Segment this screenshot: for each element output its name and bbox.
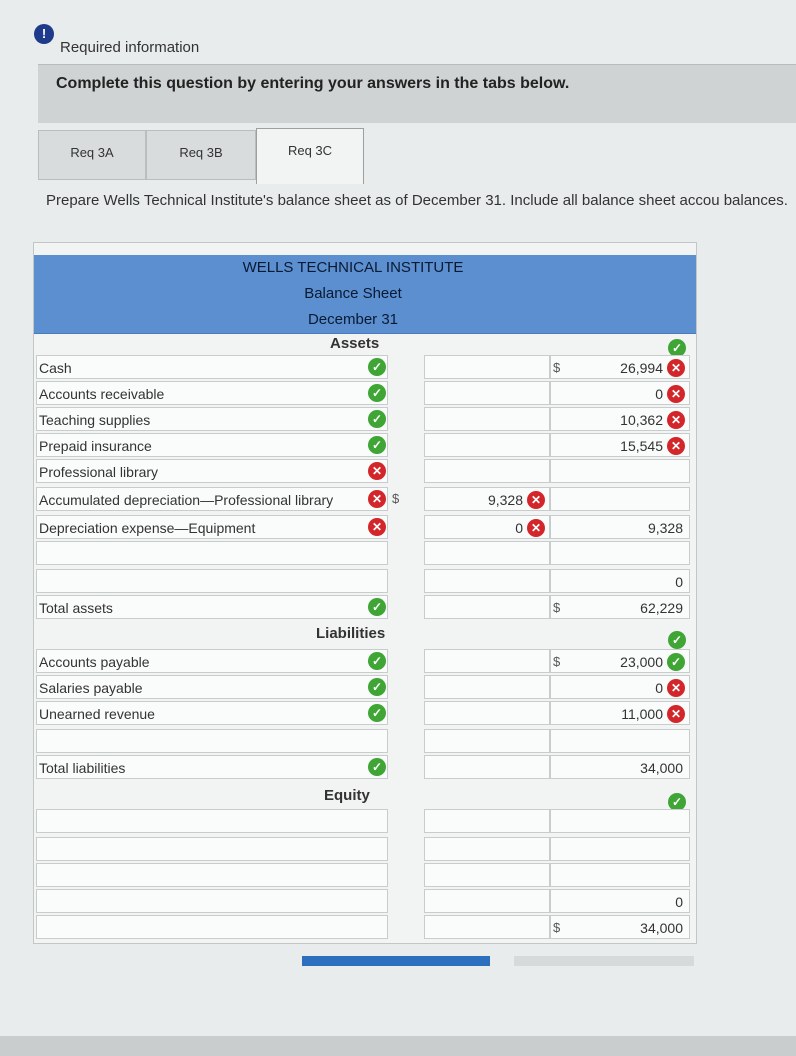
amount-input[interactable] — [550, 729, 690, 753]
check-icon: ✓ — [368, 598, 386, 616]
amount-input[interactable] — [550, 487, 690, 511]
next-tab-button[interactable] — [514, 956, 694, 966]
account-label: Teaching supplies — [39, 412, 151, 428]
account-label: Depreciation expense—Equipment — [39, 520, 256, 536]
account-select[interactable] — [36, 675, 388, 699]
amount-input[interactable] — [424, 675, 550, 699]
asset-row-accounts-receivable — [34, 381, 694, 407]
amount-input[interactable] — [550, 433, 690, 457]
account-label: Salaries payable — [39, 680, 143, 696]
amount-input[interactable] — [424, 355, 550, 379]
amount-input[interactable] — [424, 837, 550, 861]
total-liabilities-equity-row — [34, 915, 694, 941]
check-icon: ✓ — [668, 339, 686, 357]
amount-input[interactable] — [424, 755, 550, 779]
taskbar — [0, 1036, 796, 1056]
balance-sheet — [33, 242, 697, 944]
check-icon: ✓ — [368, 358, 386, 376]
amount-input[interactable] — [550, 889, 690, 913]
account-select[interactable] — [36, 433, 388, 457]
amount-input[interactable] — [424, 459, 550, 483]
check-icon: ✓ — [368, 436, 386, 454]
account-label: Unearned revenue — [39, 706, 155, 722]
tab-req-3c[interactable] — [256, 128, 364, 184]
total-label — [36, 915, 388, 939]
amount-input[interactable] — [550, 569, 690, 593]
amount-input[interactable] — [550, 515, 690, 539]
check-icon: ✓ — [368, 652, 386, 670]
blank-row — [34, 569, 694, 595]
account-label: Cash — [39, 360, 72, 376]
check-icon: ✓ — [667, 653, 685, 671]
account-label: Accounts payable — [39, 654, 150, 670]
x-icon: ✕ — [667, 385, 685, 403]
tab-label: Req 3A — [70, 145, 114, 160]
sheet-date-text: December 31 — [307, 311, 399, 328]
equity-row — [34, 837, 694, 863]
amount-input[interactable] — [424, 809, 550, 833]
liability-row-accounts-payable — [34, 649, 694, 675]
blank-row — [34, 729, 694, 755]
currency-symbol: $ — [392, 491, 400, 506]
amount-value: 15,545 — [620, 438, 663, 454]
currency-symbol: $ — [553, 360, 561, 375]
amount-input[interactable] — [424, 407, 550, 431]
asset-row-cash — [34, 355, 694, 381]
amount-value: 0 — [655, 386, 663, 402]
amount-value: 0 — [675, 894, 683, 910]
amount-value: 9,328 — [647, 520, 683, 536]
equity-heading: Equity — [324, 787, 370, 804]
account-label: Professional library — [39, 464, 159, 480]
tab-req-3b[interactable] — [146, 130, 256, 180]
check-icon: ✓ — [368, 678, 386, 696]
instruction-banner — [38, 64, 796, 123]
liabilities-heading: Liabilities — [316, 625, 386, 642]
tab-label: Req 3B — [179, 145, 223, 160]
amount-input[interactable] — [424, 541, 550, 565]
amount-input[interactable] — [550, 649, 690, 673]
check-icon: ✓ — [668, 631, 686, 649]
account-select[interactable] — [36, 487, 388, 511]
check-icon: ✓ — [368, 758, 386, 776]
amount-value: 0 — [675, 574, 683, 590]
amount-value: 26,994 — [620, 360, 663, 376]
amount-input[interactable] — [550, 863, 690, 887]
amount-input[interactable] — [424, 701, 550, 725]
amount-input[interactable] — [424, 889, 550, 913]
tab-bar — [38, 124, 796, 184]
amount-value: 11,000 — [621, 706, 663, 722]
prev-tab-button[interactable] — [302, 956, 490, 966]
account-select[interactable] — [36, 381, 388, 405]
amount-input[interactable] — [424, 433, 550, 457]
amount-input[interactable] — [424, 595, 550, 619]
account-label: Accounts receivable — [39, 386, 165, 402]
equity-total-row — [34, 889, 694, 915]
account-label: Accumulated depreciation—Professional library — [39, 492, 334, 508]
alert-icon: ! — [34, 24, 54, 44]
sheet-date — [34, 307, 696, 334]
amount-value: 34,000 — [640, 920, 683, 936]
x-icon: ✕ — [667, 359, 685, 377]
check-icon: ✓ — [368, 384, 386, 402]
currency-symbol: $ — [553, 920, 561, 935]
sheet-title-text: Balance Sheet — [304, 285, 402, 302]
x-icon: ✕ — [667, 437, 685, 455]
currency-symbol: $ — [553, 600, 561, 615]
amount-input[interactable] — [550, 355, 690, 379]
x-icon: ✕ — [368, 490, 386, 508]
question-prompt: Prepare Wells Technical Institute's balance sheet as of December 31. Include all balance sheet accou balances. — [46, 192, 788, 209]
assets-heading: Assets — [330, 335, 380, 352]
account-select[interactable] — [36, 809, 388, 833]
company-name-text: WELLS TECHNICAL INSTITUTE — [242, 259, 464, 276]
instruction-banner-text: Complete this question by entering your answers in the tabs below. — [56, 75, 570, 92]
amount-input[interactable] — [424, 863, 550, 887]
amount-value: 23,000 — [620, 654, 663, 670]
amount-input[interactable] — [424, 381, 550, 405]
x-icon: ✕ — [368, 462, 386, 480]
amount-input[interactable] — [550, 407, 690, 431]
amount-value: 34,000 — [640, 760, 683, 776]
amount-value: 0 — [515, 520, 523, 536]
amount-input[interactable] — [550, 755, 690, 779]
check-icon: ✓ — [368, 704, 386, 722]
account-select[interactable] — [36, 837, 388, 861]
asset-row-accum-depreciation — [34, 487, 694, 513]
required-info-label: Required information — [60, 39, 200, 56]
amount-input[interactable] — [424, 569, 550, 593]
account-select[interactable] — [36, 569, 388, 593]
account-select[interactable] — [36, 889, 388, 913]
account-select[interactable] — [36, 515, 388, 539]
account-select[interactable] — [36, 729, 388, 753]
account-select[interactable] — [36, 701, 388, 725]
asset-row-depreciation-expense — [34, 515, 694, 541]
sheet-title — [34, 281, 696, 308]
asset-row-professional-library — [34, 459, 694, 485]
company-name — [34, 255, 696, 282]
account-select[interactable] — [36, 407, 388, 431]
amount-input[interactable] — [550, 541, 690, 565]
total-label-text: Total liabilities — [39, 760, 126, 776]
amount-input[interactable] — [424, 515, 550, 539]
amount-input[interactable] — [550, 837, 690, 861]
equity-row — [34, 863, 694, 889]
x-icon: ✕ — [368, 518, 386, 536]
total-label — [36, 595, 388, 619]
check-icon: ✓ — [368, 410, 386, 428]
account-select[interactable] — [36, 649, 388, 673]
liability-row-salaries-payable — [34, 675, 694, 701]
x-icon: ✕ — [667, 411, 685, 429]
asset-row-prepaid-insurance — [34, 433, 694, 459]
account-select[interactable] — [36, 541, 388, 565]
amount-input[interactable] — [550, 381, 690, 405]
amount-input[interactable] — [550, 459, 690, 483]
amount-value: 10,362 — [620, 412, 663, 428]
asset-row-teaching-supplies — [34, 407, 694, 433]
x-icon: ✕ — [527, 491, 545, 509]
account-select[interactable] — [36, 459, 388, 483]
liability-row-unearned-revenue — [34, 701, 694, 727]
amount-input[interactable] — [424, 729, 550, 753]
x-icon: ✕ — [667, 679, 685, 697]
x-icon: ✕ — [527, 519, 545, 537]
amount-value: 62,229 — [640, 600, 683, 616]
amount-value: 0 — [655, 680, 663, 696]
amount-input[interactable] — [550, 701, 690, 725]
total-label-text: Total assets — [39, 600, 113, 616]
total-liabilities-row — [34, 755, 694, 781]
check-icon: ✓ — [668, 793, 686, 811]
amount-input[interactable] — [550, 595, 690, 619]
tab-label: Req 3C — [287, 143, 333, 158]
amount-input[interactable] — [550, 675, 690, 699]
total-label — [36, 755, 388, 779]
tab-req-3a[interactable] — [38, 130, 146, 180]
currency-symbol: $ — [553, 654, 561, 669]
x-icon: ✕ — [667, 705, 685, 723]
account-select[interactable] — [36, 355, 388, 379]
amount-input[interactable] — [550, 809, 690, 833]
account-select[interactable] — [36, 863, 388, 887]
equity-row — [34, 809, 694, 835]
blank-row — [34, 541, 694, 567]
total-assets-row — [34, 595, 694, 621]
amount-input[interactable] — [424, 915, 550, 939]
amount-input[interactable] — [424, 487, 550, 511]
amount-value: 9,328 — [487, 492, 523, 508]
account-label: Prepaid insurance — [39, 438, 152, 454]
amount-input[interactable] — [424, 649, 550, 673]
amount-input[interactable] — [550, 915, 690, 939]
